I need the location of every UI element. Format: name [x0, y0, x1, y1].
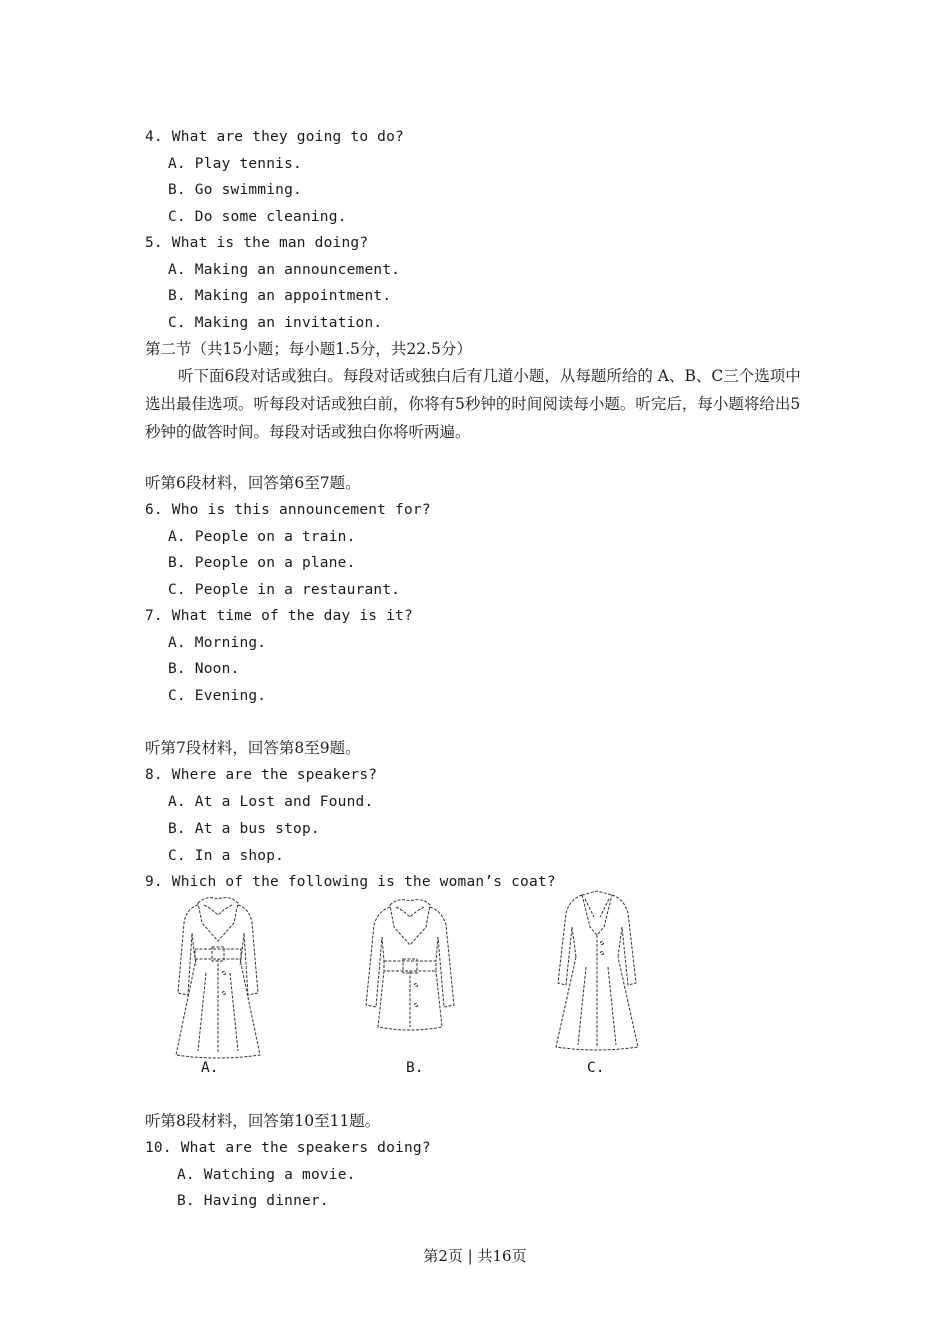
- q7-option-c: C. Evening.: [168, 688, 267, 704]
- question-5: 5. What is the man doing?: [145, 235, 369, 251]
- question-7: 7. What time of the day is it?: [145, 608, 413, 624]
- q8-option-c: C. In a shop.: [168, 848, 285, 864]
- q5-option-a: A. Making an announcement.: [168, 262, 401, 278]
- coat-a-label: A.: [201, 1060, 219, 1076]
- q5-option-c: C. Making an invitation.: [168, 315, 383, 331]
- q8-option-b: B. At a bus stop.: [168, 821, 320, 837]
- coat-b-label: B.: [406, 1060, 424, 1076]
- q6-option-b: B. People on a plane.: [168, 555, 356, 571]
- q6-option-c: C. People in a restaurant.: [168, 582, 401, 598]
- question-9: 9. Which of the following is the woman’s coat?: [145, 874, 556, 890]
- passage-8-heading: 听第8段材料，回答第10至11题。: [145, 1112, 381, 1130]
- question-10: 10. What are the speakers doing?: [145, 1140, 431, 1156]
- passage-7-heading: 听第7段材料，回答第8至9题。: [145, 739, 361, 757]
- q10-option-b: B. Having dinner.: [177, 1193, 329, 1209]
- coat-c-label: C.: [587, 1060, 605, 1076]
- section-2-instructions: 听下面6段对话或独白。每段对话或独白后有几道小题，从每题所给的 A、B、C三个选项中选出最佳选项。听每段对话或独白前，你将有5秒钟的时间阅读每小题。听完后，每小题将给出5秒钟的做答时间。每段对话或独白你将听两遍。: [145, 367, 801, 441]
- q6-option-a: A. People on a train.: [168, 529, 356, 545]
- page-number-footer: 第2页 | 共16页: [423, 1247, 527, 1265]
- passage-6-heading: 听第6段材料，回答第6至7题。: [145, 474, 361, 492]
- question-8: 8. Where are the speakers?: [145, 767, 378, 783]
- coat-c-image: [552, 887, 642, 1053]
- q4-option-c: C. Do some cleaning.: [168, 209, 347, 225]
- coat-a-image: [168, 893, 268, 1061]
- q4-option-a: A. Play tennis.: [168, 156, 302, 172]
- q4-option-b: B. Go swimming.: [168, 182, 302, 198]
- question-6: 6. Who is this announcement for?: [145, 502, 431, 518]
- q7-option-b: B. Noon.: [168, 661, 240, 677]
- q5-option-b: B. Making an appointment.: [168, 288, 392, 304]
- q7-option-a: A. Morning.: [168, 635, 267, 651]
- q8-option-a: A. At a Lost and Found.: [168, 794, 374, 810]
- coat-b-image: [360, 895, 460, 1035]
- section-2-heading: 第二节（共15小题；每小题1.5分，共22.5分）: [145, 340, 472, 358]
- q10-option-a: A. Watching a movie.: [177, 1167, 356, 1183]
- question-4: 4. What are they going to do?: [145, 129, 404, 145]
